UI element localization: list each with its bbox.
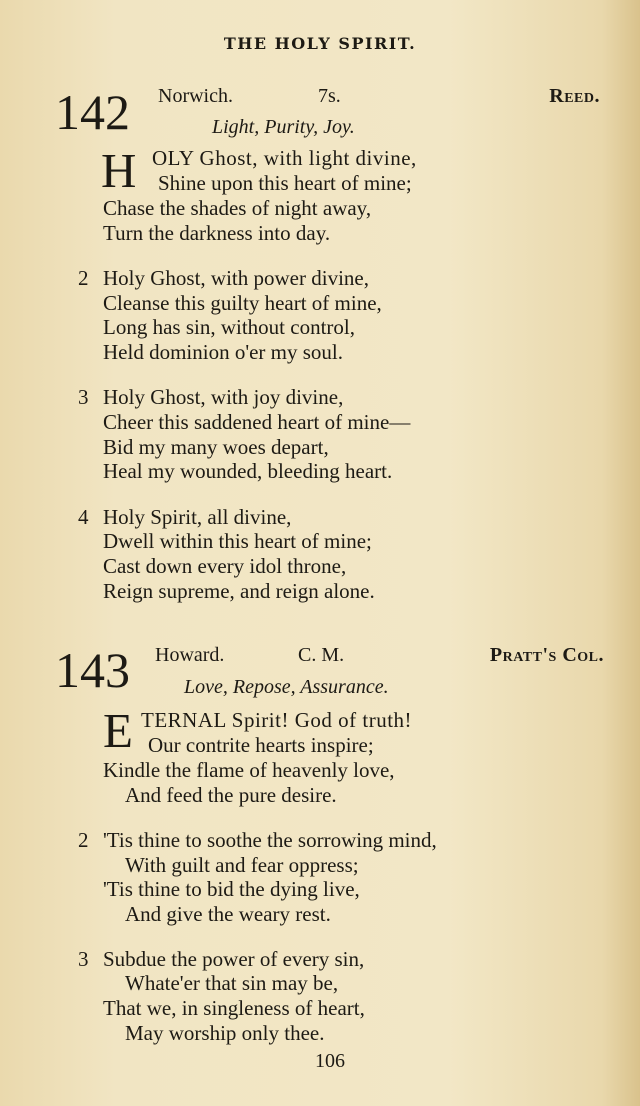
meter: 7s. <box>318 85 341 107</box>
composer: Reed. <box>549 85 600 107</box>
verse-line: May worship only thee. <box>125 1021 325 1045</box>
tune-name: Norwich. <box>158 85 233 107</box>
verse-line: Cast down every idol throne, <box>103 554 347 578</box>
meter: C. M. <box>298 644 345 666</box>
verse-number: 3 <box>78 385 89 409</box>
verse-line: Reign supreme, and reign alone. <box>103 579 375 603</box>
verse-line: Bid my many woes depart, <box>103 435 329 459</box>
verse-line: Our contrite hearts inspire; <box>148 733 374 757</box>
verse-line: Turn the darkness into day. <box>103 221 331 245</box>
verse-number: 2 <box>78 266 89 290</box>
verse-number: 2 <box>78 828 89 852</box>
verse-line: TERNAL Spirit! God of truth! <box>141 708 413 732</box>
verse-line: Held dominion o'er my soul. <box>103 340 344 364</box>
verse-line: Holy Ghost, with power divine, <box>103 266 369 290</box>
verse-line: Dwell within this heart of mine; <box>103 529 372 553</box>
composer: Pratt's Col. <box>489 644 604 666</box>
verse-number: 3 <box>78 947 89 971</box>
verse-line: Holy Ghost, with joy divine, <box>103 385 344 409</box>
verse-line: Kindle the flame of heavenly love, <box>103 758 395 782</box>
verse-line: 'Tis thine to bid the dying live, <box>103 877 360 901</box>
verse-line: 'Tis thine to soothe the sorrowing mind, <box>103 828 437 852</box>
dropcap: E <box>103 703 133 758</box>
verse-line: Long has sin, without control, <box>103 315 355 339</box>
verse-line: Cleanse this guilty heart of mine, <box>103 291 382 315</box>
verse-line: Holy Spirit, all divine, <box>103 505 292 529</box>
verse-number: 4 <box>78 505 89 529</box>
verse-line: With guilt and fear oppress; <box>125 853 359 877</box>
verse-line: OLY Ghost, with light divine, <box>152 146 417 170</box>
page-number: 106 <box>315 1050 345 1072</box>
running-head: THE HOLY SPIRIT. <box>223 34 417 53</box>
dropcap: H <box>101 143 137 198</box>
verse-line: Cheer this saddened heart of mine— <box>103 410 411 434</box>
verse-line: Subdue the power of every sin, <box>103 947 365 971</box>
hymn-number: 142 <box>55 84 130 140</box>
hymn-subtitle: Light, Purity, Joy. <box>212 116 355 138</box>
verse-line: Whate'er that sin may be, <box>125 971 339 995</box>
verse-line: Chase the shades of night away, <box>103 196 372 220</box>
verse-line: And give the weary rest. <box>125 902 331 926</box>
verse-line: That we, in singleness of heart, <box>103 996 365 1020</box>
verse-line: And feed the pure desire. <box>125 783 337 807</box>
verse-line: Heal my wounded, bleeding heart. <box>103 459 393 483</box>
tune-name: Howard. <box>155 644 225 666</box>
hymn-number: 143 <box>55 642 130 698</box>
verse-line: Shine upon this heart of mine; <box>158 171 412 195</box>
hymn-subtitle: Love, Repose, Assurance. <box>184 676 389 698</box>
